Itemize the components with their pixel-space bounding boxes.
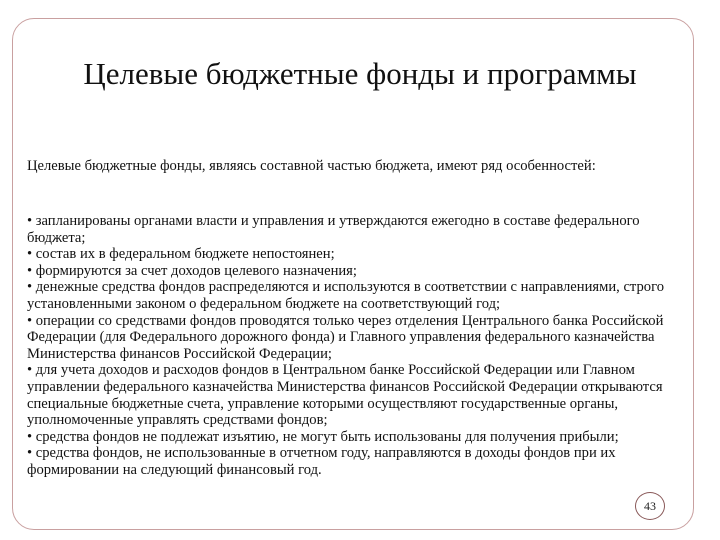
bullet-item: • состав их в федеральном бюджете непостоянен; bbox=[27, 246, 335, 263]
bullet-item: • запланированы органами власти и управления и утверждаются ежегодно в составе федерального бюджета; bbox=[27, 213, 640, 246]
bullet-item: • для учета доходов и расходов фондов в Центральном банке Российской Федерации или Главном управлении федерального казначейства Министерства финансов Российской Федерации открываются специальные бюджетные счета, управление которыми осуществляют государственные органы, уполномоченные управлять средствами фондов; bbox=[27, 362, 663, 429]
bullet-item: • средства фондов, не использованные в отчетном году, направляются в доходы фондов при их формировании на следующий финансовый год. bbox=[27, 445, 616, 478]
slide-title: Целевые бюджетные фонды и программы bbox=[83, 56, 637, 91]
intro-paragraph: Целевые бюджетные фонды, являясь составной частью бюджета, имеют ряд особенностей: bbox=[27, 158, 596, 174]
bullet-item: • средства фондов не подлежат изъятию, не могут быть использованы для получения прибыли; bbox=[27, 428, 619, 445]
page-number-badge: 43 bbox=[635, 492, 665, 520]
bullet-item: • денежные средства фондов распределяются и используются в соответствии с направлениями, строго установленными законом о федеральном бюджете на соответствующий год; bbox=[27, 279, 664, 312]
bullet-list bbox=[27, 213, 689, 479]
bullet-item: • формируются за счет доходов целевого назначения; bbox=[27, 262, 357, 279]
bullet-item: • операции со средствами фондов проводятся только через отделения Центрального банка Российской Федерации (для Федерального дорожного фонда) и Главного управления федерального казначейства Министерства финансов Российской Федерации; bbox=[27, 312, 664, 362]
